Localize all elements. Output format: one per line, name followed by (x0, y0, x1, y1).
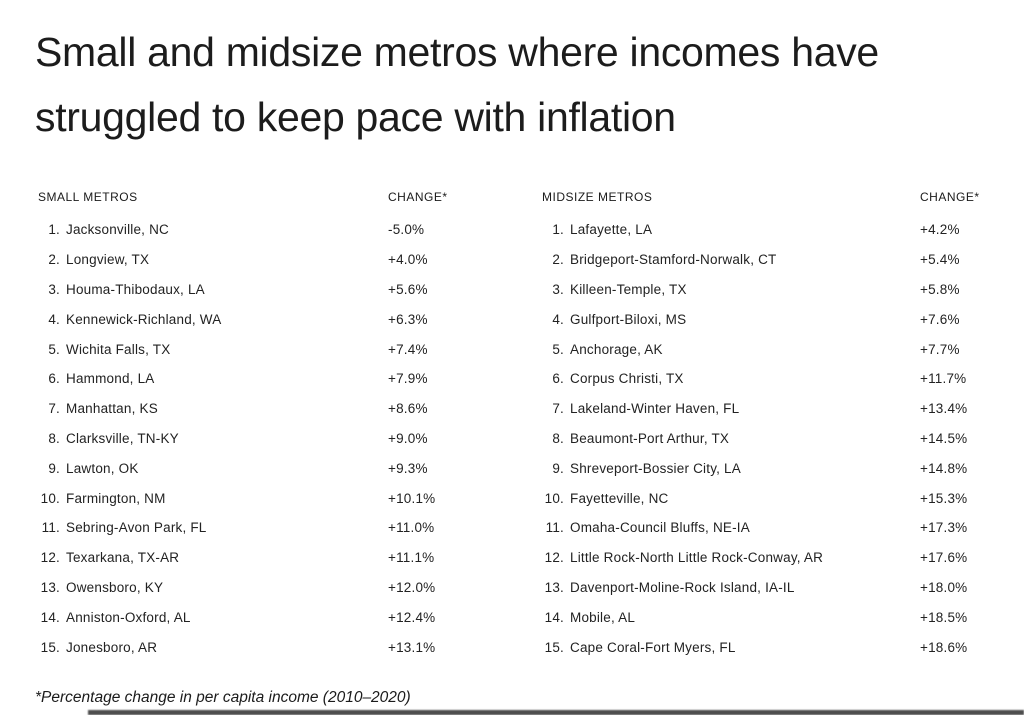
row-change-value: +8.6% (388, 401, 428, 417)
row-change-value: +9.3% (388, 460, 428, 476)
row-change-value: +15.3% (920, 490, 968, 506)
row-rank: 5. (552, 341, 564, 357)
table-row (38, 334, 508, 364)
row-metro-name: Davenport-Moline-Rock Island, IA-IL (570, 579, 795, 595)
table-row (542, 453, 1012, 483)
row-metro-name: Lafayette, LA (570, 222, 653, 238)
row-rank: 6. (552, 371, 564, 387)
row-change-value: +17.3% (920, 520, 968, 536)
row-rank: 7. (552, 401, 564, 417)
row-metro-name: Sebring-Avon Park, FL (66, 520, 207, 536)
row-rank: 8. (48, 430, 60, 446)
row-rank: 9. (48, 460, 60, 476)
table-row (38, 453, 508, 483)
row-rank: 12. (40, 550, 60, 566)
table-row (38, 632, 508, 662)
row-metro-name: Omaha-Council Bluffs, NE-IA (570, 520, 750, 536)
row-metro-name: Texarkana, TX-AR (66, 550, 180, 566)
table-row (542, 215, 1012, 245)
table-row (38, 215, 508, 245)
row-change-value: +5.6% (388, 281, 428, 297)
row-rank: 6. (48, 371, 60, 387)
row-change-value: +12.0% (388, 579, 436, 595)
row-change-value: +9.0% (388, 430, 428, 446)
row-metro-name: Anchorage, AK (570, 341, 663, 357)
table-row (542, 602, 1012, 632)
page-title (35, 20, 879, 150)
row-metro-name: Hammond, LA (66, 371, 155, 387)
table-row (542, 483, 1012, 513)
row-change-value: +5.4% (920, 252, 960, 268)
row-rank: 14. (40, 609, 60, 625)
row-metro-name: Houma-Thibodaux, LA (66, 281, 205, 297)
row-rank: 10. (40, 490, 60, 506)
row-metro-name: Gulfport-Biloxi, MS (570, 311, 687, 327)
row-change-value: +5.8% (920, 281, 960, 297)
row-metro-name: Fayetteville, NC (570, 490, 669, 506)
row-rank: 15. (40, 639, 60, 655)
row-rank: 1. (552, 222, 564, 238)
row-change-value: +11.1% (388, 550, 435, 566)
row-change-value: +13.4% (920, 401, 968, 417)
table-row (38, 573, 508, 603)
row-metro-name: Jonesboro, AR (66, 639, 158, 655)
page-title-line-2: struggled to keep pace with inflation (35, 94, 676, 140)
row-rank: 4. (48, 311, 60, 327)
table-row (38, 364, 508, 394)
table-row (542, 573, 1012, 603)
table-row (38, 424, 508, 454)
row-rank: 11. (545, 520, 564, 536)
row-metro-name: Kennewick-Richland, WA (66, 311, 222, 327)
table-row (38, 245, 508, 275)
row-change-value: +14.5% (920, 430, 968, 446)
table-row (38, 275, 508, 305)
footnote: *Percentage change in per capita income (2010–2020) (35, 689, 411, 706)
row-change-value: +11.0% (388, 520, 435, 536)
row-rank: 13. (40, 579, 60, 595)
row-metro-name: Beaumont-Port Arthur, TX (570, 430, 730, 446)
row-rank: 4. (552, 311, 564, 327)
row-metro-name: Jacksonville, NC (66, 222, 169, 238)
row-rank: 14. (544, 609, 564, 625)
row-change-value: +13.1% (388, 639, 436, 655)
row-change-value: +7.9% (388, 371, 428, 387)
row-change-value: +7.4% (388, 341, 428, 357)
row-change-value: +18.5% (920, 609, 968, 625)
table-row (542, 245, 1012, 275)
row-change-value: +18.0% (920, 579, 968, 595)
row-rank: 13. (544, 579, 564, 595)
table-row (542, 424, 1012, 454)
row-change-value: +7.7% (920, 341, 960, 357)
row-rank: 11. (41, 520, 60, 536)
table-row (38, 602, 508, 632)
page-title-line-1: Small and midsize metros where incomes have (35, 29, 879, 75)
table-row (542, 275, 1012, 305)
row-metro-name: Cape Coral-Fort Myers, FL (570, 639, 736, 655)
row-rank: 1. (48, 222, 60, 238)
row-metro-name: Manhattan, KS (66, 401, 158, 417)
row-change-value: +14.8% (920, 460, 968, 476)
row-rank: 2. (552, 252, 564, 268)
row-change-value: +10.1% (388, 490, 436, 506)
row-rank: 7. (48, 401, 60, 417)
row-change-value: +18.6% (920, 639, 968, 655)
column-header-metros: SMALL METROS (38, 190, 138, 204)
table-row (38, 483, 508, 513)
row-metro-name: Lakeland-Winter Haven, FL (570, 401, 740, 417)
row-metro-name: Bridgeport-Stamford-Norwalk, CT (570, 252, 777, 268)
table-row (38, 304, 508, 334)
row-change-value: +11.7% (920, 371, 967, 387)
column-header-change: CHANGE* (388, 190, 448, 204)
column-header-metros: MIDSIZE METROS (542, 190, 653, 204)
row-metro-name: Anniston-Oxford, AL (66, 609, 191, 625)
row-metro-name: Clarksville, TN-KY (66, 430, 179, 446)
table-row (542, 543, 1012, 573)
bottom-bar-decoration (88, 710, 1024, 715)
column-header-change: CHANGE* (920, 190, 980, 204)
row-metro-name: Shreveport-Bossier City, LA (570, 460, 741, 476)
table-body (38, 215, 508, 662)
table-row (542, 334, 1012, 364)
row-rank: 15. (544, 639, 564, 655)
table-row (542, 513, 1012, 543)
row-rank: 9. (552, 460, 564, 476)
table-row (542, 364, 1012, 394)
table-row (38, 513, 508, 543)
table-row (38, 394, 508, 424)
row-metro-name: Farmington, NM (66, 490, 166, 506)
row-metro-name: Corpus Christi, TX (570, 371, 684, 387)
row-rank: 12. (544, 550, 564, 566)
row-metro-name: Longview, TX (66, 252, 150, 268)
row-change-value: -5.0% (388, 222, 425, 238)
row-change-value: +4.2% (920, 222, 960, 238)
table-row (542, 394, 1012, 424)
row-change-value: +4.0% (388, 252, 428, 268)
row-rank: 2. (48, 252, 60, 268)
table-row (542, 304, 1012, 334)
row-change-value: +12.4% (388, 609, 436, 625)
row-metro-name: Little Rock-North Little Rock-Conway, AR (570, 550, 824, 566)
row-metro-name: Killeen-Temple, TX (570, 281, 687, 297)
row-metro-name: Mobile, AL (570, 609, 636, 625)
row-change-value: +17.6% (920, 550, 968, 566)
row-metro-name: Wichita Falls, TX (66, 341, 171, 357)
row-change-value: +7.6% (920, 311, 960, 327)
table-body (542, 215, 1012, 662)
row-rank: 3. (552, 281, 564, 297)
row-metro-name: Owensboro, KY (66, 579, 164, 595)
row-rank: 10. (544, 490, 564, 506)
table-row (38, 543, 508, 573)
row-rank: 8. (552, 430, 564, 446)
row-rank: 3. (48, 281, 60, 297)
table-row (542, 632, 1012, 662)
row-rank: 5. (48, 341, 60, 357)
row-metro-name: Lawton, OK (66, 460, 139, 476)
row-change-value: +6.3% (388, 311, 428, 327)
